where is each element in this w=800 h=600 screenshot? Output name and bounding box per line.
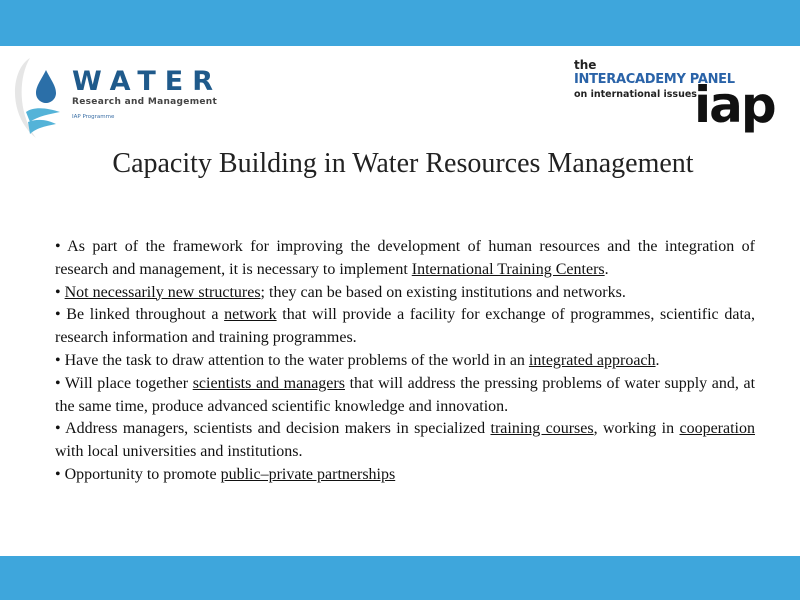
bullet-text: that will address the pressing problems of water supply and, at the same time, produce advanced scientific knowledge and innovation. <box>55 374 756 415</box>
bullet-text: , working in <box>593 420 680 438</box>
bullet-text: ; they can be based on existing institutions and networks. <box>260 283 626 301</box>
bullet-text: • Address managers, scientists and decision makers in specialized <box>55 420 491 438</box>
bullet-list <box>55 236 755 487</box>
bullet-text: • Be linked throughout a <box>55 306 225 324</box>
bullet-item <box>55 236 755 282</box>
bullet-text: that will provide a facility for exchange of programmes, scientific data, research information and training programmes. <box>55 306 756 347</box>
water-logo <box>8 52 238 144</box>
bottom-band <box>0 556 800 600</box>
water-logo-programme: IAP Programme <box>72 114 115 120</box>
bullet-text: with local universities and institutions. <box>55 443 303 461</box>
bullet-item <box>55 373 755 419</box>
bullet-link: training courses <box>490 420 594 438</box>
bullet-link: network <box>224 306 277 324</box>
bullet-link: Not necessarily new structures <box>64 283 261 301</box>
bullet-item <box>55 464 755 487</box>
iap-logo-panel: INTERACADEMY PANEL <box>574 72 735 87</box>
bullet-item <box>55 304 755 350</box>
bullet-text: • Opportunity to promote <box>55 465 221 483</box>
bullet-link: integrated approach <box>528 351 656 369</box>
iap-logo-the: the <box>574 58 597 72</box>
iap-logo <box>572 58 782 148</box>
iap-logo-mark: iap <box>694 76 775 134</box>
top-band <box>0 0 800 46</box>
bullet-text: • Will place together <box>55 374 193 392</box>
bullet-item <box>55 282 755 305</box>
bullet-item <box>55 418 755 464</box>
bullet-link: International Training Centers <box>411 260 605 278</box>
bullet-link: scientists and managers <box>192 374 345 392</box>
bullet-link: cooperation <box>679 420 755 438</box>
bullet-text: . <box>604 260 609 278</box>
water-logo-subtitle: Research and Management <box>72 97 218 107</box>
slide-title: Capacity Building in Water Resources Management <box>112 148 694 179</box>
bullet-item <box>55 350 755 373</box>
bullet-text: . <box>655 351 660 369</box>
water-logo-word: WATER <box>72 66 223 97</box>
bullet-text: • <box>55 283 65 301</box>
iap-logo-issues: on international issues <box>574 89 697 100</box>
bullet-link: public–private partnerships <box>220 465 396 483</box>
bullet-text: • As part of the framework for improving the development of human resources and the integration of research and management, it is necessary to implement <box>55 238 755 278</box>
bullet-text: • Have the task to draw attention to the water problems of the world in an <box>55 351 529 369</box>
water-drop-icon <box>8 52 78 144</box>
